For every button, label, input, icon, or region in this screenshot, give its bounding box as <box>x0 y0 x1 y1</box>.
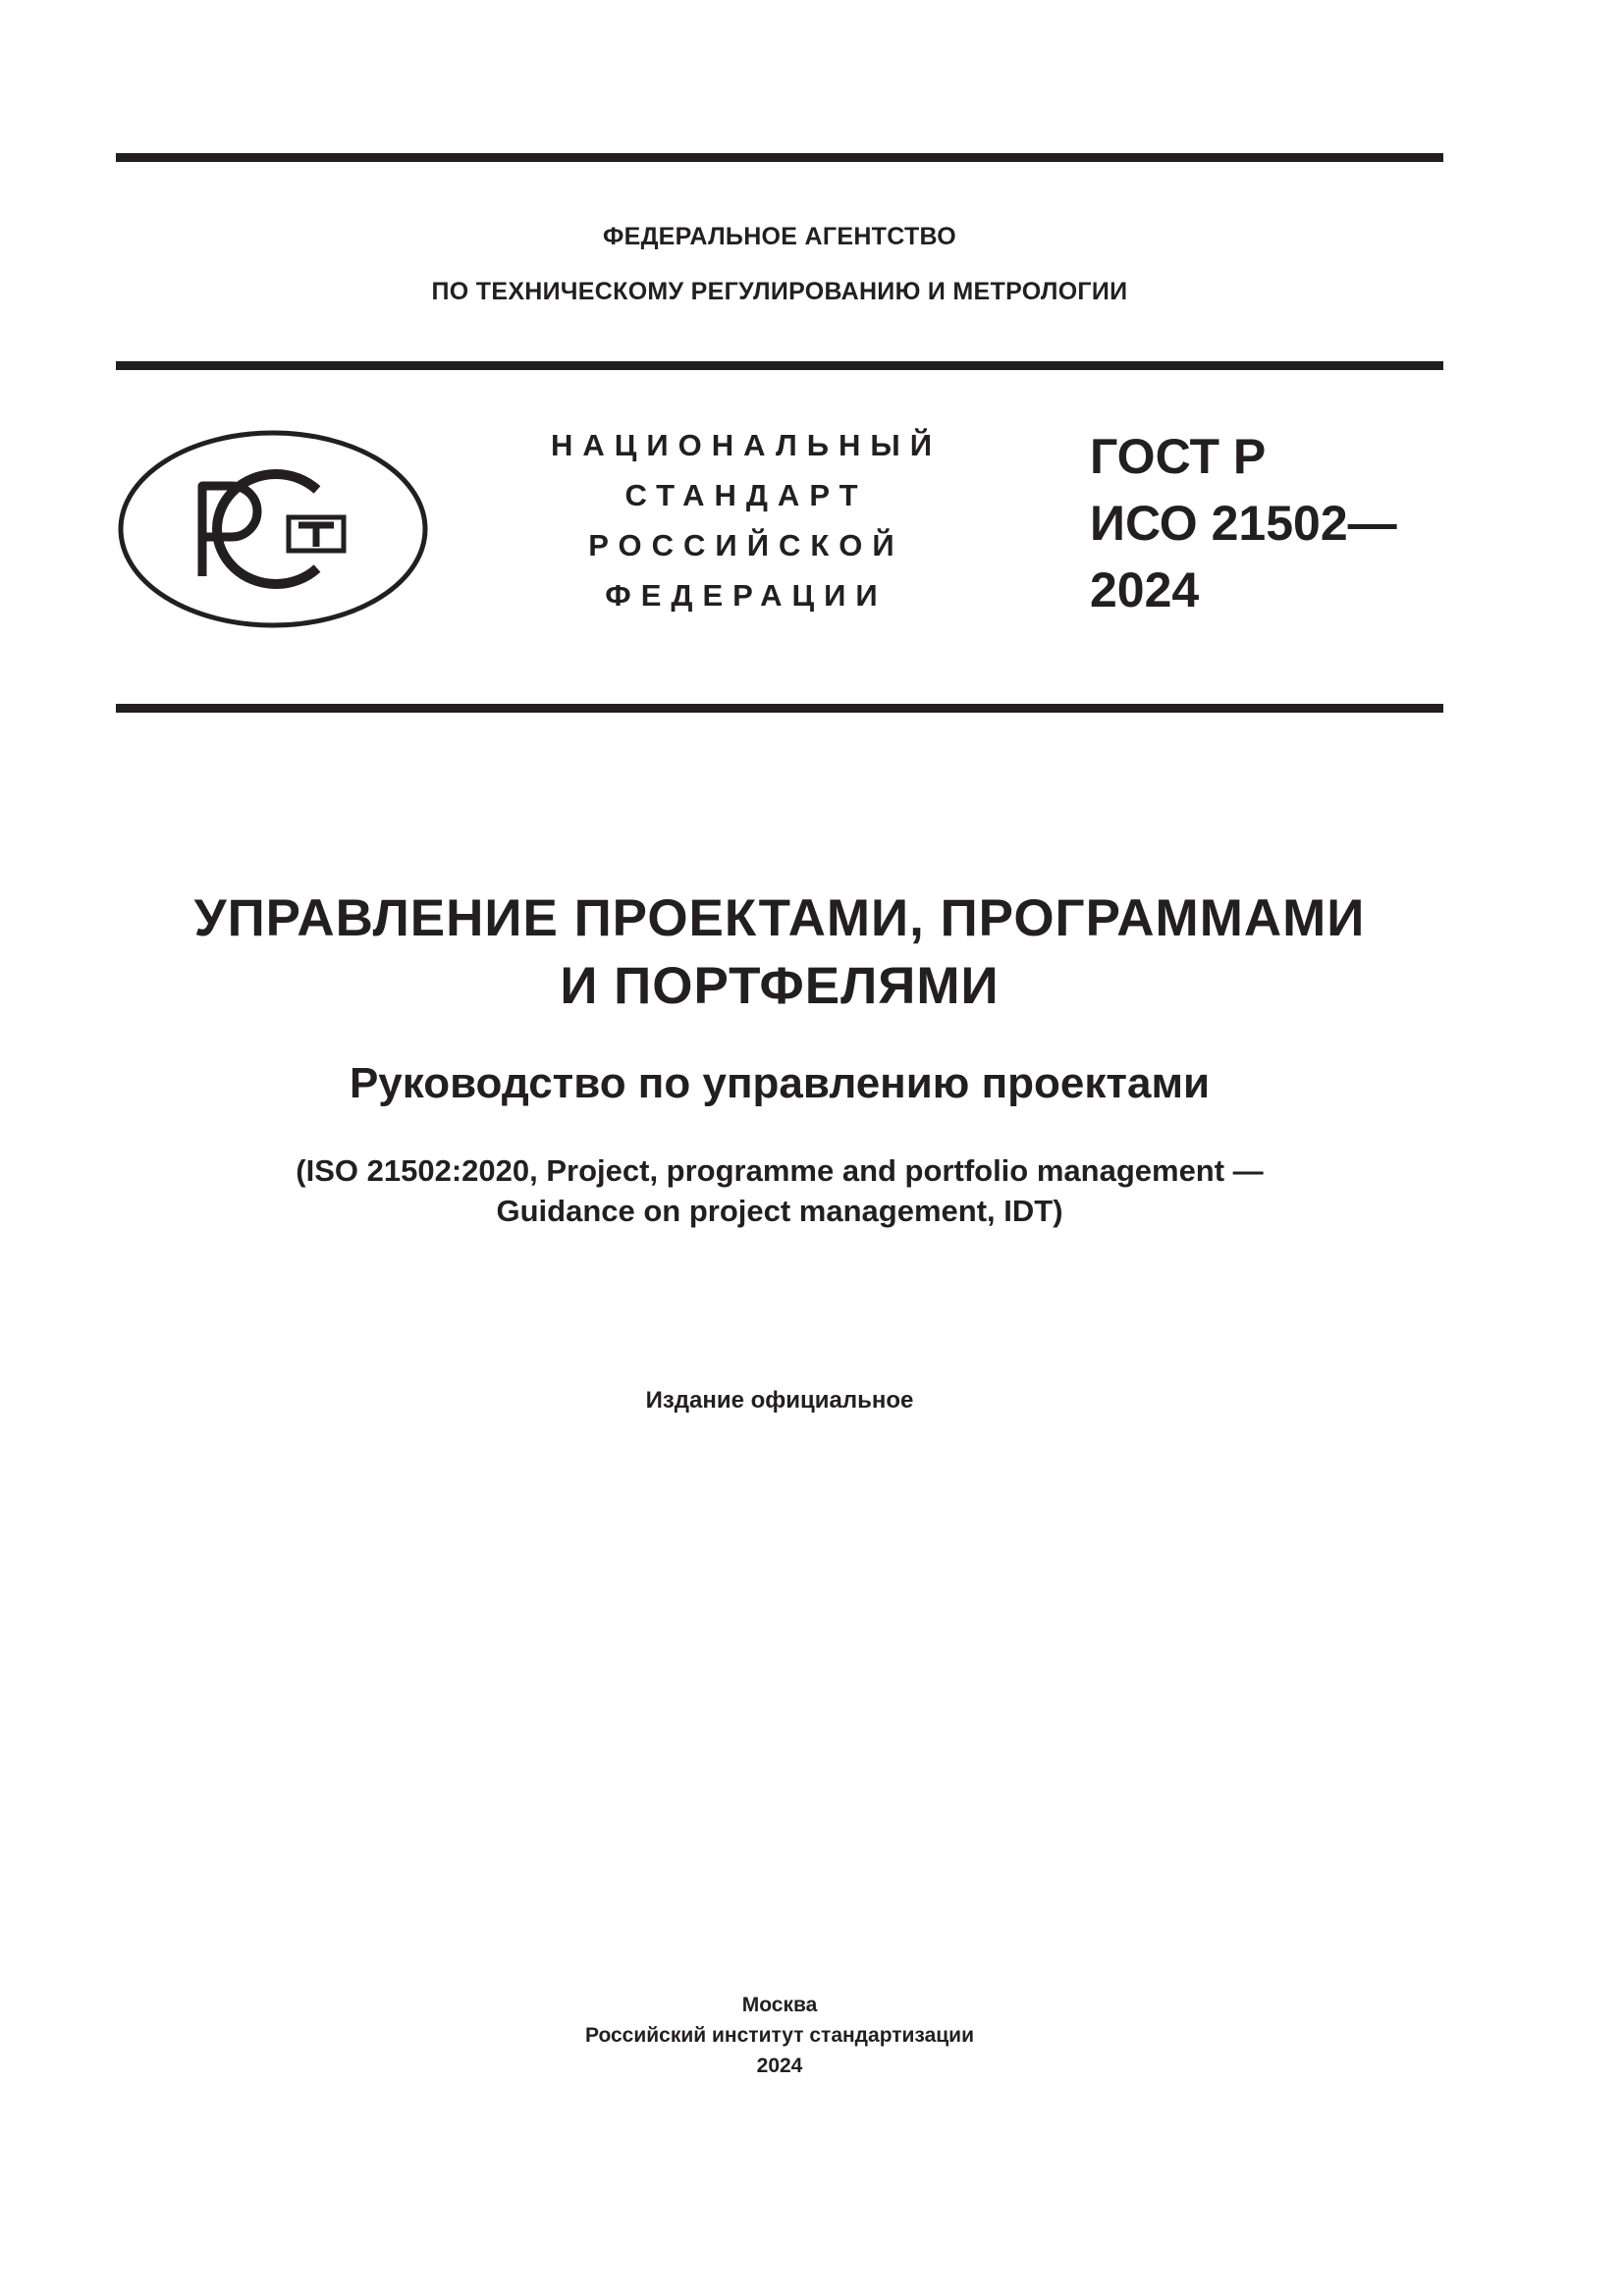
standard-designation-line-1: ГОСТ Р <box>1090 429 1267 484</box>
source-standard-line-1: (ISO 21502:2020, Project, programme and portfolio management — <box>296 1153 1264 1188</box>
national-standard-line-2: СТАНДАРТ <box>624 478 868 512</box>
national-standard-line-4: ФЕДЕРАЦИИ <box>605 578 888 613</box>
national-standard-line-1: НАЦИОНАЛЬНЫЙ <box>550 428 943 462</box>
document-subtitle: Руководство по управлению проектами <box>349 1059 1211 1107</box>
rst-certification-mark-icon <box>116 429 430 629</box>
agency-name-line-1: ФЕДЕРАЛЬНОЕ АГЕНТСТВО <box>602 223 957 250</box>
designation-divider <box>116 704 1443 713</box>
document-title-line-1: УПРАВЛЕНИЕ ПРОЕКТАМИ, ПРОГРАММАМИ <box>193 889 1366 947</box>
document-title-line-2: И ПОРТФЕЛЯМИ <box>560 957 1000 1015</box>
header-divider <box>116 361 1443 370</box>
standard-designation-line-2: ИСО 21502— <box>1090 496 1397 551</box>
national-standard-line-3: РОССИЙСКОЙ <box>588 528 904 562</box>
imprint-year: 2024 <box>756 2055 803 2077</box>
standard-designation-line-3: 2024 <box>1090 562 1200 617</box>
top-divider <box>116 153 1443 162</box>
edition-label: Издание официальное <box>645 1387 914 1414</box>
imprint-publisher: Российский институт стандартизации <box>584 2024 975 2047</box>
imprint-city: Москва <box>741 1994 818 2016</box>
agency-name-line-2: ПО ТЕХНИЧЕСКОМУ РЕГУЛИРОВАНИЮ И МЕТРОЛОГИИ <box>431 278 1128 305</box>
source-standard-line-2: Guidance on project management, IDT) <box>496 1194 1063 1228</box>
rst-logo-svg <box>116 429 430 629</box>
